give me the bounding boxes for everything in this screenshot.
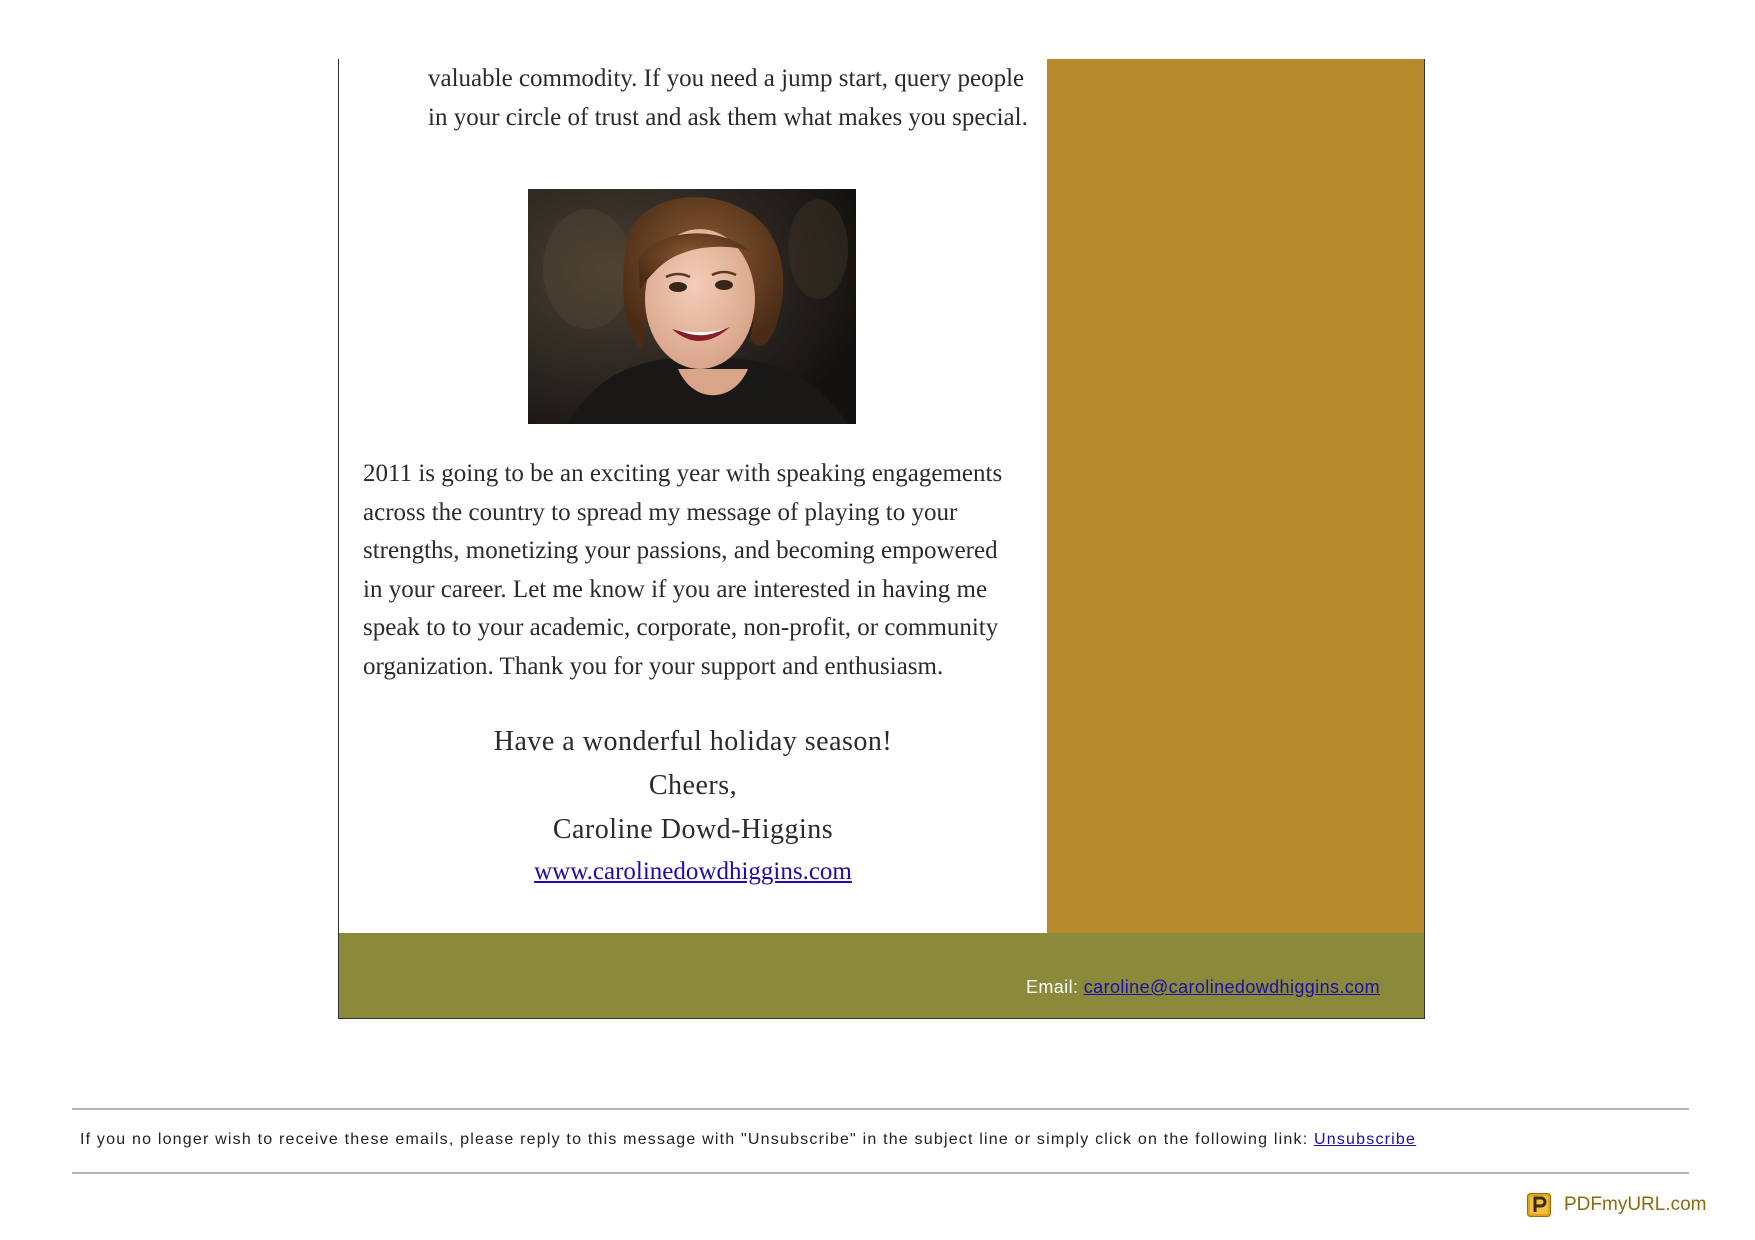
holiday-greeting: Have a wonderful holiday season! (493, 726, 893, 757)
main-paragraph: 2011 is going to be an exciting year with speaking engagements across the country to spread my message of playing to your strengths, monetizing your passions, and becoming empowered in your career. Let me know if you are interested in having me speak to to your academic, corporate, non-profit, or community organization. Thank you for your support and enthusiasm. (363, 460, 1003, 680)
sidebar-column (1047, 59, 1424, 933)
email-link[interactable]: caroline@carolinedowdhiggins.com (1083, 977, 1380, 997)
sign-off: Cheers, (648, 770, 738, 801)
email-label: Email: (1025, 977, 1084, 997)
author-signature: Caroline Dowd-Higgins (552, 814, 834, 845)
pdfmyurl-text: PDFmyURL.com (1564, 1194, 1707, 1215)
divider-bottom (72, 1172, 1689, 1174)
newsletter-footer-band (339, 933, 1424, 1018)
website-link[interactable]: www.carolinedowdhiggins.com (534, 858, 852, 885)
email-line (1026, 977, 1380, 998)
newsletter-card (338, 59, 1425, 1019)
pdfmyurl-branding[interactable] (1527, 1192, 1707, 1218)
divider-top (72, 1108, 1689, 1110)
unsubscribe-notice (80, 1131, 1416, 1149)
unsubscribe-link[interactable]: Unsubscribe (1314, 1131, 1417, 1148)
pdfmyurl-logo-icon (1527, 1193, 1551, 1217)
newsletter-content-column (339, 59, 1047, 933)
website-link-container (339, 858, 1047, 886)
intro-paragraph: valuable commodity. If you need a jump start, query people in your circle of trust and ask them what makes you special. (428, 65, 1028, 131)
unsubscribe-text: If you no longer wish to receive these emails, please reply to this message with "Unsubscribe" in the subject line or simply click on the following link: (80, 1131, 1314, 1148)
author-photo (528, 189, 856, 424)
